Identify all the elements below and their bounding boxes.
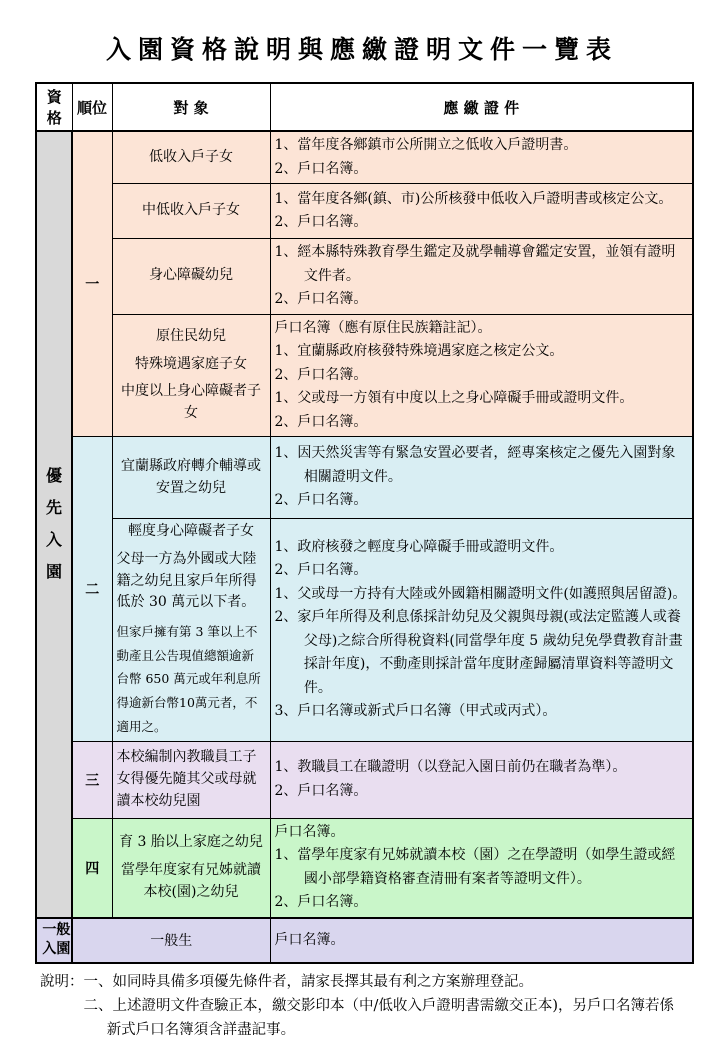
subject-general-student: 一般生 (72, 918, 270, 963)
doc-line: 3、戶口名簿或新式戶口名簿（甲式或丙式）。 (274, 703, 557, 720)
admission-table (35, 82, 694, 964)
header-priority: 順位 (72, 83, 112, 131)
header-qualification: 資格 (36, 83, 72, 131)
table-row (36, 519, 693, 742)
subject-foreign-parent-low-income: 父母一方為外國或大陸籍之幼兒且家戶年所得低於 30 萬元以下者。 (116, 550, 257, 611)
table-row (36, 239, 693, 315)
docs-disabled-child (270, 239, 693, 315)
subject-sibling-enrolled: 當學年度家有兄姊就讀本校(園)之幼兒 (121, 861, 261, 900)
table-row (36, 741, 693, 818)
general-qualification-label: 一般入園 (42, 921, 71, 958)
doc-line: 2、戶口名簿。 (274, 366, 368, 383)
priority-2: 二 (72, 437, 112, 742)
doc-line: 1、經本縣特殊教育學生鑑定及就學輔導會鑑定安置，並領有證明文件者。 (274, 244, 676, 284)
docs-group-indigenous-special (270, 314, 693, 437)
doc-line: 1、宜蘭縣政府核發特殊境遇家庭之核定公文。 (274, 343, 564, 360)
note-line: 新式戶口名簿須含詳盡記事。 (106, 1021, 296, 1038)
doc-line: 1、父或母一方領有中度以上之身心障礙手冊或證明文件。 (274, 390, 634, 407)
doc-line: 戶口名簿（應有原住民族籍註記）。 (274, 319, 492, 336)
qualification-general-admission (36, 918, 72, 963)
priority-3: 三 (72, 741, 112, 818)
subject-staff-children: 本校編制內教職員工子女得優先隨其父或母就讀本校幼兒園 (112, 741, 270, 818)
subject-low-income: 低收入戶子女 (112, 131, 270, 184)
priority-group-label: 優先入園 (45, 466, 62, 582)
priority-4: 四 (72, 818, 112, 918)
doc-line: 戶口名簿。 (274, 823, 345, 840)
subject-mild-disabled-parent: 輕度身心障礙者子女 (128, 523, 254, 540)
docs-group-three-children-sibling (270, 818, 693, 918)
priority-1: 一 (72, 131, 112, 437)
doc-line: 2、戶口名簿。 (274, 291, 368, 308)
docs-gov-referral (270, 437, 693, 519)
footer-notes (40, 971, 690, 1043)
subject-group-three-children-sibling (112, 818, 270, 918)
subject-gov-referral: 宜蘭縣政府轉介輔導或安置之幼兒 (112, 437, 270, 519)
doc-line: 1、當年度各鄉(鎮、市)公所核發中低收入戶證明書或核定公文。 (274, 190, 673, 207)
doc-line: 2、戶口名簿。 (274, 782, 368, 799)
subject-property-exclusion-note: 但家戶擁有第 3 筆以上不動產且公告現值總額逾新台幣 650 萬元或年利息所得逾新台幣10萬元者，不適用之。 (116, 623, 261, 734)
doc-line: 戶口名簿。 (274, 931, 345, 948)
note-line: 二、上述證明文件查驗正本，繳交影印本（中/低收入戶證明書需繳交正本)，另戶口名簿若係 (83, 997, 675, 1014)
doc-line: 2、家戶年所得及利息係採計幼兒及父親與母親(或法定監護人或養父母)之綜合所得稅資料(同當學年度 5 歲幼兒免學費教育計畫採計年度)，不動產則採計當年度財產歸屬清單資料等證明文件。 (274, 609, 683, 696)
table-row (36, 437, 693, 519)
doc-line: 2、戶口名簿。 (274, 214, 368, 231)
doc-line: 2、戶口名簿。 (274, 160, 368, 177)
subject-group-mild-disabled-foreign (112, 519, 270, 742)
subject-special-family: 特殊境遇家庭子女 (135, 355, 247, 372)
table-row (36, 314, 693, 437)
table-row (36, 184, 693, 239)
docs-staff-children (270, 741, 693, 818)
subject-moderate-disabled-parent: 中度以上身心障礙者子女 (121, 383, 261, 422)
subject-three-children-family: 育 3 胎以上家庭之幼兒 (119, 834, 263, 851)
table-row (36, 131, 693, 184)
doc-line: 2、戶口名簿。 (274, 492, 368, 509)
doc-line: 2、戶口名簿。 (274, 413, 368, 430)
doc-line: 1、當學年度家有兄姊就讀本校（園）之在學證明（如學生證或經國小部學籍資格審查清冊有案者等證明文件）。 (274, 847, 676, 887)
subject-disabled-child: 身心障礙幼兒 (112, 239, 270, 315)
note-line: 說明：一、如同時具備多項優先條件者，請家長擇其最有利之方案辦理登記。 (40, 973, 533, 990)
doc-line: 1、政府核發之輕度身心障礙手冊或證明文件。 (274, 538, 564, 555)
subject-group-indigenous-special (112, 314, 270, 437)
doc-line: 1、當年度各鄉鎮市公所開立之低收入戶證明書。 (274, 137, 578, 153)
doc-line: 2、戶口名簿。 (274, 894, 368, 911)
docs-mid-low-income (270, 184, 693, 239)
page-title: 入園資格說明與應繳證明文件一覽表 (105, 35, 618, 64)
docs-general-student (270, 918, 693, 963)
doc-line: 2、戶口名簿。 (274, 562, 368, 579)
doc-line: 1、教職員工在職證明（以登記入園日前仍在職者為準）。 (274, 759, 627, 776)
doc-line: 1、因天然災害等有緊急安置必要者，經專案核定之優先入園對象相關證明文件。 (274, 445, 676, 485)
subject-indigenous: 原住民幼兒 (156, 327, 226, 344)
qualification-priority-admission (36, 131, 72, 918)
header-target: 對 象 (112, 83, 270, 131)
table-header-row (36, 83, 693, 131)
doc-line: 1、父或母一方持有大陸或外國籍相關證明文件(如護照與居留證)。 (274, 585, 687, 602)
subject-mid-low-income: 中低收入戶子女 (112, 184, 270, 239)
general-admission-row (36, 918, 693, 963)
docs-low-income (270, 131, 693, 184)
table-row (36, 818, 693, 918)
header-documents: 應 繳 證 件 (270, 83, 693, 131)
docs-group-mild-disabled-foreign (270, 519, 693, 742)
